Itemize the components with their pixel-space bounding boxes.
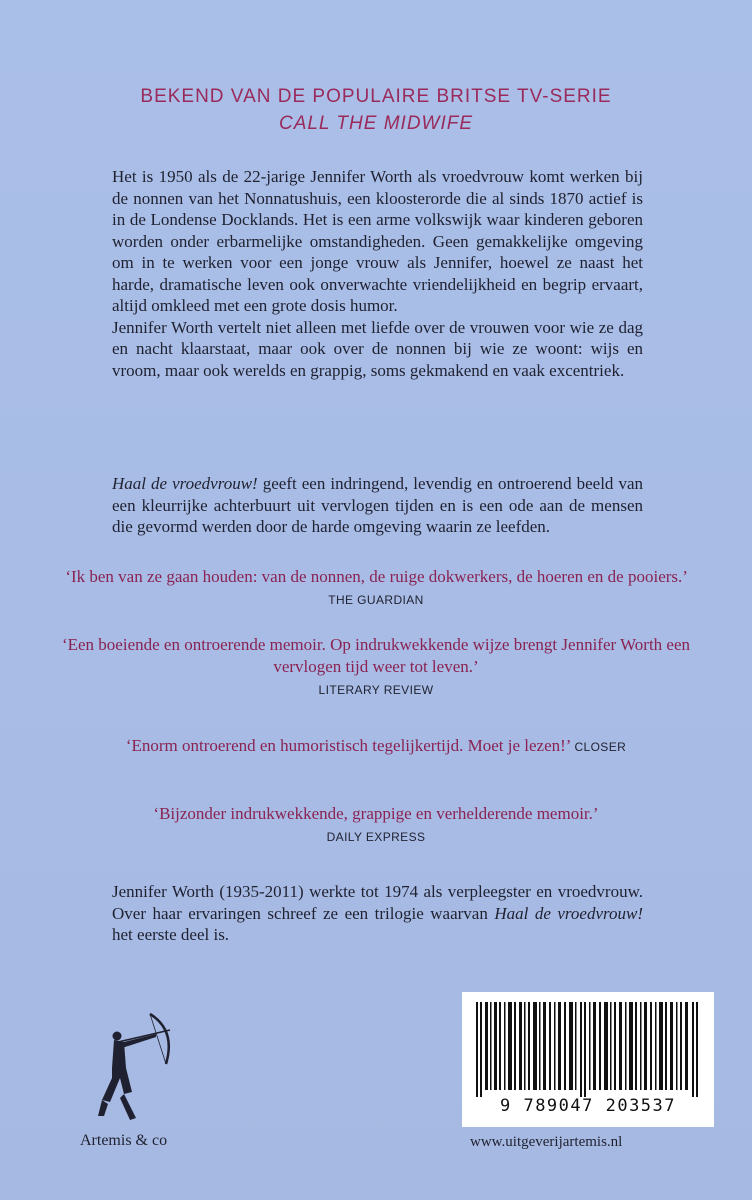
publisher-name: Artemis & co [80, 1132, 168, 1149]
quote-text: ‘Ik ben van ze gaan houden: van de nonnen, de ruige dokwerkers, de hoeren en de pooiers.’ [65, 567, 687, 586]
synopsis-text-1: Het is 1950 als de 22-jarige Jennifer Worth als vroedvrouw komt werken bij de nonnen van het Nonnatushuis, een kloosterorde die al sinds 1870 actief is in de Londense Docklands. Het is een arme volkswijk waar kinderen geboren worden onder erbarmelijke omstandigheden. Geen gemakkelijke omgeving om in te werken voor een jonge vrouw als Jennifer, hoewel ze naast het harde, dramatische leven ook onverwachte vriendelijkheid en begrip ervaart, altijd omkleed met een grote dosis humor. [112, 167, 643, 315]
review-quote [60, 803, 692, 848]
synopsis-paragraph-1 [112, 166, 643, 381]
synopsis-text-1b: Jennifer Worth vertelt niet alleen met liefde over de vrouwen voor wie ze dag en nacht klaarstaat, maar ook over de nonnen bij wie ze woont: wijs en vroom, maar ook werelds en grappig, soms gekmakend en vaak excentriek. [112, 317, 643, 380]
review-quote [60, 735, 692, 758]
author-bio-start: Jennifer Worth (1935-2011) werkte tot 1974 als verpleegster en vroedvrouw. Over haar ervaringen schreef ze een trilogie waarvan [112, 882, 643, 923]
quote-text: ‘Enorm ontroerend en humoristisch tegelijkertijd. Moet je lezen!’ [125, 736, 571, 755]
quote-text: ‘Een boeiende en ontroerende memoir. Op indrukwekkende wijze brengt Jennifer Worth een vervlogen tijd weer tot leven.’ [61, 635, 691, 676]
quote-source: CLOSER [574, 740, 627, 754]
quote-text: ‘Bijzonder indrukwekkende, grappige en verhelderende memoir.’ [153, 804, 599, 823]
quote-source: THE GUARDIAN [328, 593, 424, 607]
author-bio [112, 881, 643, 946]
barcode [462, 992, 714, 1127]
author-bio-end: het eerste deel is. [112, 925, 230, 944]
quote-source: LITERARY REVIEW [318, 683, 434, 697]
synopsis-text-2: geeft een indringend, levendig en ontroerend beeld van een kleurrijke achterbuurt uit vervlogen tijden en is een ode aan de mensen die gevormd werden door de harde omgeving waarin ze leefden. [112, 474, 644, 536]
series-heading: BEKEND VAN DE POPULAIRE BRITSE TV-SERIE [140, 86, 612, 107]
review-quote [60, 566, 692, 611]
book-title-italic: Haal de vroedvrouw! [494, 903, 643, 923]
publisher-website: www.uitgeverijartemis.nl [470, 1134, 623, 1150]
synopsis-paragraph-2 [112, 473, 643, 538]
series-title: CALL THE MIDWIFE [278, 113, 474, 134]
book-title-italic: Haal de vroedvrouw! [112, 474, 258, 493]
quote-source: DAILY EXPRESS [326, 830, 426, 844]
review-quote [60, 634, 692, 701]
barcode-bars-icon [474, 1002, 702, 1097]
isbn-number: 9 789047 203537 [499, 1096, 677, 1116]
archer-logo-icon [96, 1012, 176, 1122]
